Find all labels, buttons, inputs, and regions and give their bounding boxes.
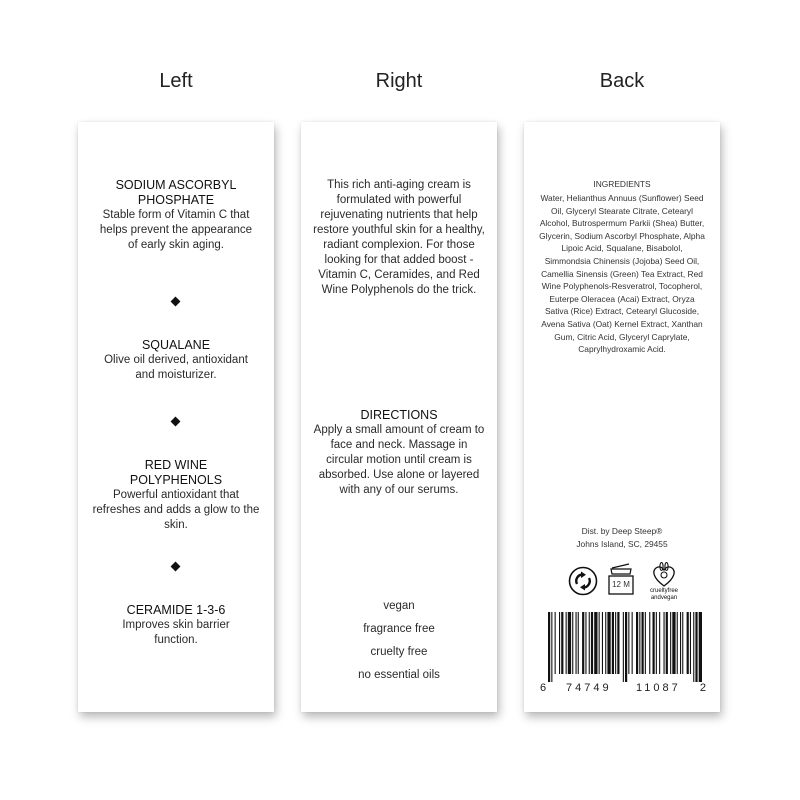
directions-section [313,408,485,498]
column-title-left: Left [159,70,193,92]
barcode-bar [555,612,556,674]
barcode-group-2: 11087 [636,682,681,694]
barcode-bar [561,612,563,674]
column-title-right: Right [375,70,423,92]
barcode-bar [572,612,573,674]
bunny-heart-icon [651,562,677,588]
barcode-bar [632,612,633,674]
barcode-first-digit: 6 [540,682,547,694]
barcode-bar [625,612,627,682]
barcode-bar [578,612,579,674]
barcode-bar [645,612,646,674]
barcode-bar [682,612,683,674]
directions-heading: DIRECTIONS [360,408,438,422]
barcode-bar [559,612,560,674]
section-squalane [88,338,264,383]
barcode-bar [599,612,600,674]
barcode-bar [612,612,614,674]
diamond-divider [171,417,181,427]
barcode-bar [656,612,657,674]
barcode-bar [664,612,665,674]
claim-vegan: vegan [383,600,415,612]
distributor-info [534,525,710,550]
barcode-bar [605,612,606,674]
barcode-bar [690,612,691,674]
section-heading: SODIUM ASCORBYL PHOSPHATE [115,178,237,207]
section-red-wine-polyphenols [88,458,264,533]
barcode-bar [672,612,675,674]
distributor-line-2: Johns Island, SC, 29455 [576,538,668,549]
section-ceramide [88,603,264,648]
directions-text: Apply a small amount of cream to face and neck. Massage in circular motion until cream is absorbed. Use alone or layered with any of our serums. [313,424,485,496]
barcode-bar [568,612,571,674]
section-text: Powerful antioxidant that refreshes and adds a glow to the skin. [92,489,260,531]
barcode-bar [639,612,640,674]
barcode-bar [649,612,650,674]
product-description: This rich anti-aging cream is formulated with powerful rejuvenating nutrients that help restore youthful skin for a healthy, radiant complexion. For those looking for that added boost - Vitamin C, Ceramides, and Red Wine Polyphenols do the trick. [313,179,485,296]
barcode-bar [659,612,660,674]
section-text: Olive oil derived, antioxidant and moisturizer. [104,354,248,381]
certification-icons [524,562,720,606]
barcode-group-1: 74749 [566,682,612,694]
barcode-bar [687,612,689,674]
barcode-bar [615,612,616,674]
barcode-bar [602,612,603,674]
barcode-bar [693,612,694,682]
barcode-bar [677,612,678,674]
recycle-icon [568,566,598,596]
section-heading: SQUALANE [141,338,211,352]
distributor-line-1: Dist. by Deep Steep® [581,526,663,536]
barcode-bar [582,612,584,674]
diamond-divider [171,562,181,572]
barcode-bar [699,612,702,682]
cruelty-free-line-1: crueltyfree [649,588,678,594]
section-sodium-ascorbyl-phosphate [88,178,264,253]
barcode-bar [670,612,671,674]
barcode-bar [589,612,590,674]
barcode-bar [628,612,629,674]
barcode-bar [576,612,577,674]
cruelty-free-line-2: andvegan [650,594,678,601]
back-label-panel [524,122,720,712]
barcode-bar [666,612,668,674]
barcode-bar [623,612,624,682]
barcode-bar [680,612,681,674]
claim-fragrance-free: fragrance free [363,623,435,635]
pao-label: 12 M [612,580,630,589]
barcode-bar [607,612,610,674]
right-label-panel [301,122,497,712]
barcode-bar [594,612,597,674]
column-title-back: Back [599,70,645,92]
section-heading: CERAMIDE 1-3-6 [126,603,226,617]
section-heading: RED WINE POLYPHENOLS [129,458,223,487]
barcode-bar [636,612,638,674]
barcode-bar [695,612,697,682]
claim-no-essential-oils: no essential oils [358,669,440,681]
barcode [540,612,706,700]
barcode-bar [642,612,644,674]
ingredients-heading: INGREDIENTS [593,179,651,189]
ingredients-section [538,178,706,356]
barcode-bar [653,612,655,674]
barcode-last-digit: 2 [699,682,706,694]
claim-cruelty-free: cruelty free [370,646,428,658]
barcode-bar [617,612,619,674]
section-text: Stable form of Vitamin C that helps prevent the appearance of early skin aging. [99,209,253,251]
ingredients-list: Water, Helianthus Annuus (Sunflower) Seed Oil, Glyceryl Stearate Citrate, Cetearyl Alcohol, Butrospermum Parkii (Shea) Butter, Glycerin, Sodium Ascorbyl Phosphate, Alpha Lipoic Acid, Squalane, Bisabolol, Simmondsia Chinensis (Jojoba) Seed Oil, Camellia Sinensis (Green) Tea Extract, Red Wine Polyphenols-Resveratrol, Tocopherol, Euterpe Oleracea (Acai) Extract, Oryza Sativa (Rice) Extract, Cetearyl Glucoside, Avena Sativa (Oat) Kernel Extract, Xanthan Gum, Citric Acid, Glyceryl Caprylate, Caprylhydroxamic Acid. [539,193,705,355]
diamond-divider [171,297,181,307]
barcode-bar [548,612,550,682]
barcode-bar [566,612,567,674]
section-text: Improves skin barrier function. [122,619,230,646]
barcode-bar [551,612,552,682]
cruelty-free-label [642,588,686,601]
barcode-bar [585,612,586,674]
barcode-bar [591,612,593,674]
left-label-panel [78,122,274,712]
barcode-bars [540,612,706,682]
